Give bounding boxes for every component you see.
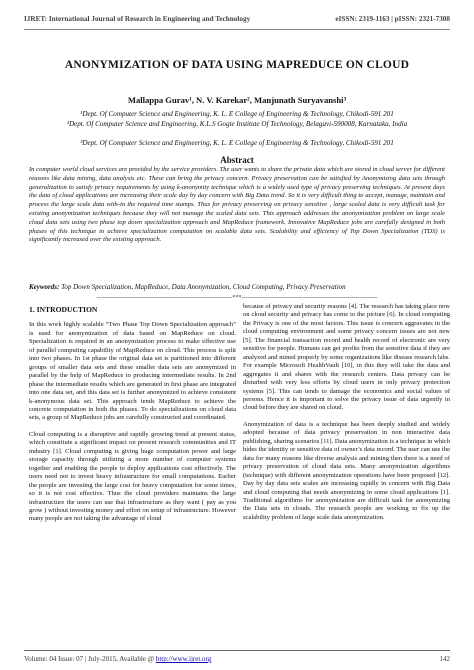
paragraph: Anonymization of data is a technique has been deeply studied and widely adopted because of data privacy preservation in non interactive data publishing, sharing scenarios [11]. Data anonymization is a technique in which hides the identity or sensitive data of owner’s data record. The user can use the data for many reasons like diverse analysis and mining then there is a need of privacy preservation of cloud data sets. Many anonymization algorithms (technique) with different anonymization operations have been proposed [12]. Day by day data sets scales are increasing rapidly in concern with Big Data and cloud computing that needs anonymizing in some cloud applications [1]. Traditional algorithms for anonymization are difficult task for anonymizing the Data sets in clouds. The research people are working to fix up the scalability problem of large scale data anonymization. [243, 420, 450, 521]
issn: eISSN: 2319-1163 | pISSN: 2321-7308 [335, 15, 450, 23]
abstract-heading: Abstract [220, 155, 254, 165]
keywords-label: Keywords: [29, 283, 60, 291]
author-list: Mallappa Gurav¹, N. V. Karekar², Manjunath Suryavanshi³ [127, 95, 347, 105]
footer-volume [24, 655, 211, 663]
keywords-text: Top Down Specialization, MapReduce, Data Anonymization, Cloud Computing, Privacy Preservation [61, 283, 346, 291]
paragraph: Cloud computing is a disruptive and rapidly growing trend at present status, which constitute a significant impact on present research communities and IT industry [1]. Cloud computing is giving huge computation power and large storage capacity through utilizing a more number of computer systems together and enabling the people to deploy applications cost effectively. The users need not to invest heavy infrastructure for small computations. Earlier the people are investing the large cost for heavy computation for some times, so it is not cost effective. Thus the cloud providers maintains the large infrastructure the users can use that infrastructure as they want ( pay as you grow ) without investing money and effort on setup of infrastructure. However many people are not taking the advantage of cloud [29, 430, 236, 523]
section-heading-introduction: 1. INTRODUCTION [29, 305, 98, 314]
right-column [243, 303, 450, 530]
section-separator: --------------------------------------------------------------------***-------------------------------------------------------------------- [96, 295, 378, 301]
footer-rule [24, 650, 450, 651]
keywords [29, 283, 445, 292]
paragraph: In this work highly scalable “Two Phase Top Down Specialization approach” is used for anonymization of data based on MapReduce on cloud. Specialization is required in an anonymization process to make effective use of parallel computing capability of MapReduce on cloud. This process is split into two phases. In 1st phase the original data set is partitioned into different groups of smaller data sets and these smaller data sets are anonymized in parallel by the help of MapReduce to producing intermediate results. In 2nd phase the intermediate results which are generated in first phase are integrated into one data set, and this data set is further anonymized to achieve consistent k-anonymous data set. This approach tends MapReduce to achieve the concrete computation in both the phases. To do specializations on cloud data sets, a group of MapReduce jobs are carefully constructed and coordinated. [29, 321, 236, 422]
paper-title: ANONYMIZATION OF DATA USING MAPREDUCE ON CLOUD [64, 59, 410, 71]
affiliation-1: ¹Dept. Of Computer Science and Engineering, K. L. E College of Engineering & Technology, Chikodi-591 201 [80, 110, 394, 118]
journal-link[interactable]: http://www.ijret.org [155, 655, 212, 663]
page-number: 142 [439, 655, 450, 663]
journal-name: IJRET: International Journal of Research in Engineering and Technology [24, 15, 251, 23]
affiliation-3: ³Dept. Of Computer Science and Engineering, K. L. E College of Engineering & Technology, Chikodi-591 201 [80, 139, 394, 147]
header-rule [24, 29, 450, 30]
paragraph: because of privacy and security reasons [4]. The research has taking place now on cloud security and privacy has come to the picture [6]. In cloud computing the Privacy is one of the most factors. This issue is concern aggravates in the cloud computing environment and some privacy concern issues are not new [5]. The financial transaction record and health record of electronic are very sensitive for people. Humans can get profits from the sensitive data if they are analyzed and mined properly by some organizations like disease research labs. For example Microsoft HealthVault [10], in this they will take the data and aggregates it and shares with the research centers. Data privacy can be disturbed with very less efforts by cloud users in only privacy protection systems [5]. This can tends to damage the economics and social values of persons. Hence it is important to solve the privacy issue of data urgently in cloud before they are shared on cloud. [243, 303, 450, 412]
left-column [29, 303, 236, 532]
running-header [24, 15, 450, 23]
footer-volume-text: Volume: 04 Issue: 07 | July-2015, Available @ [24, 655, 155, 663]
page-footer [24, 655, 450, 663]
affiliation-2: ²Dept. Of Computer Science and Engineering, K.L.S Gogte Institute Of Technology, Belagavi-590008, Karnataka, India [66, 120, 408, 128]
abstract-text: In computer world cloud services are provided by the service providers. The user wants to share the private data which are stored in cloud server for different reasons like data mining, data analysis etc. These can bring the privacy concern. Privacy preservation can be satisfied by Anonymizing data sets through generalization to satisfy privacy requirements by using k-anonymity technique which is a widely used type of privacy preserving techniques. At present days the data of cloud applications are increasing their scale day by day concern with Big Data trend. So it is very difficult thing to accept, manage, maintain and process the large scale data with-in the required time stamps. Thus for privacy preserving on privacy sensitive , large scaled data is very difficult task for existing anonymization techniques because they will not manage the scaled data sets. This approach addresses the anonymization problem on large scale cloud data sets using two phase top down specialization approach and MapReduce framework. Innovative MapReduce jobs are carefully designed in both phases of this technique to achieve specialization computation on scalable data sets. Scalability and efficiency of Top Down Specialization (TDS) is significantly increased over the existing approach. [29, 166, 445, 244]
